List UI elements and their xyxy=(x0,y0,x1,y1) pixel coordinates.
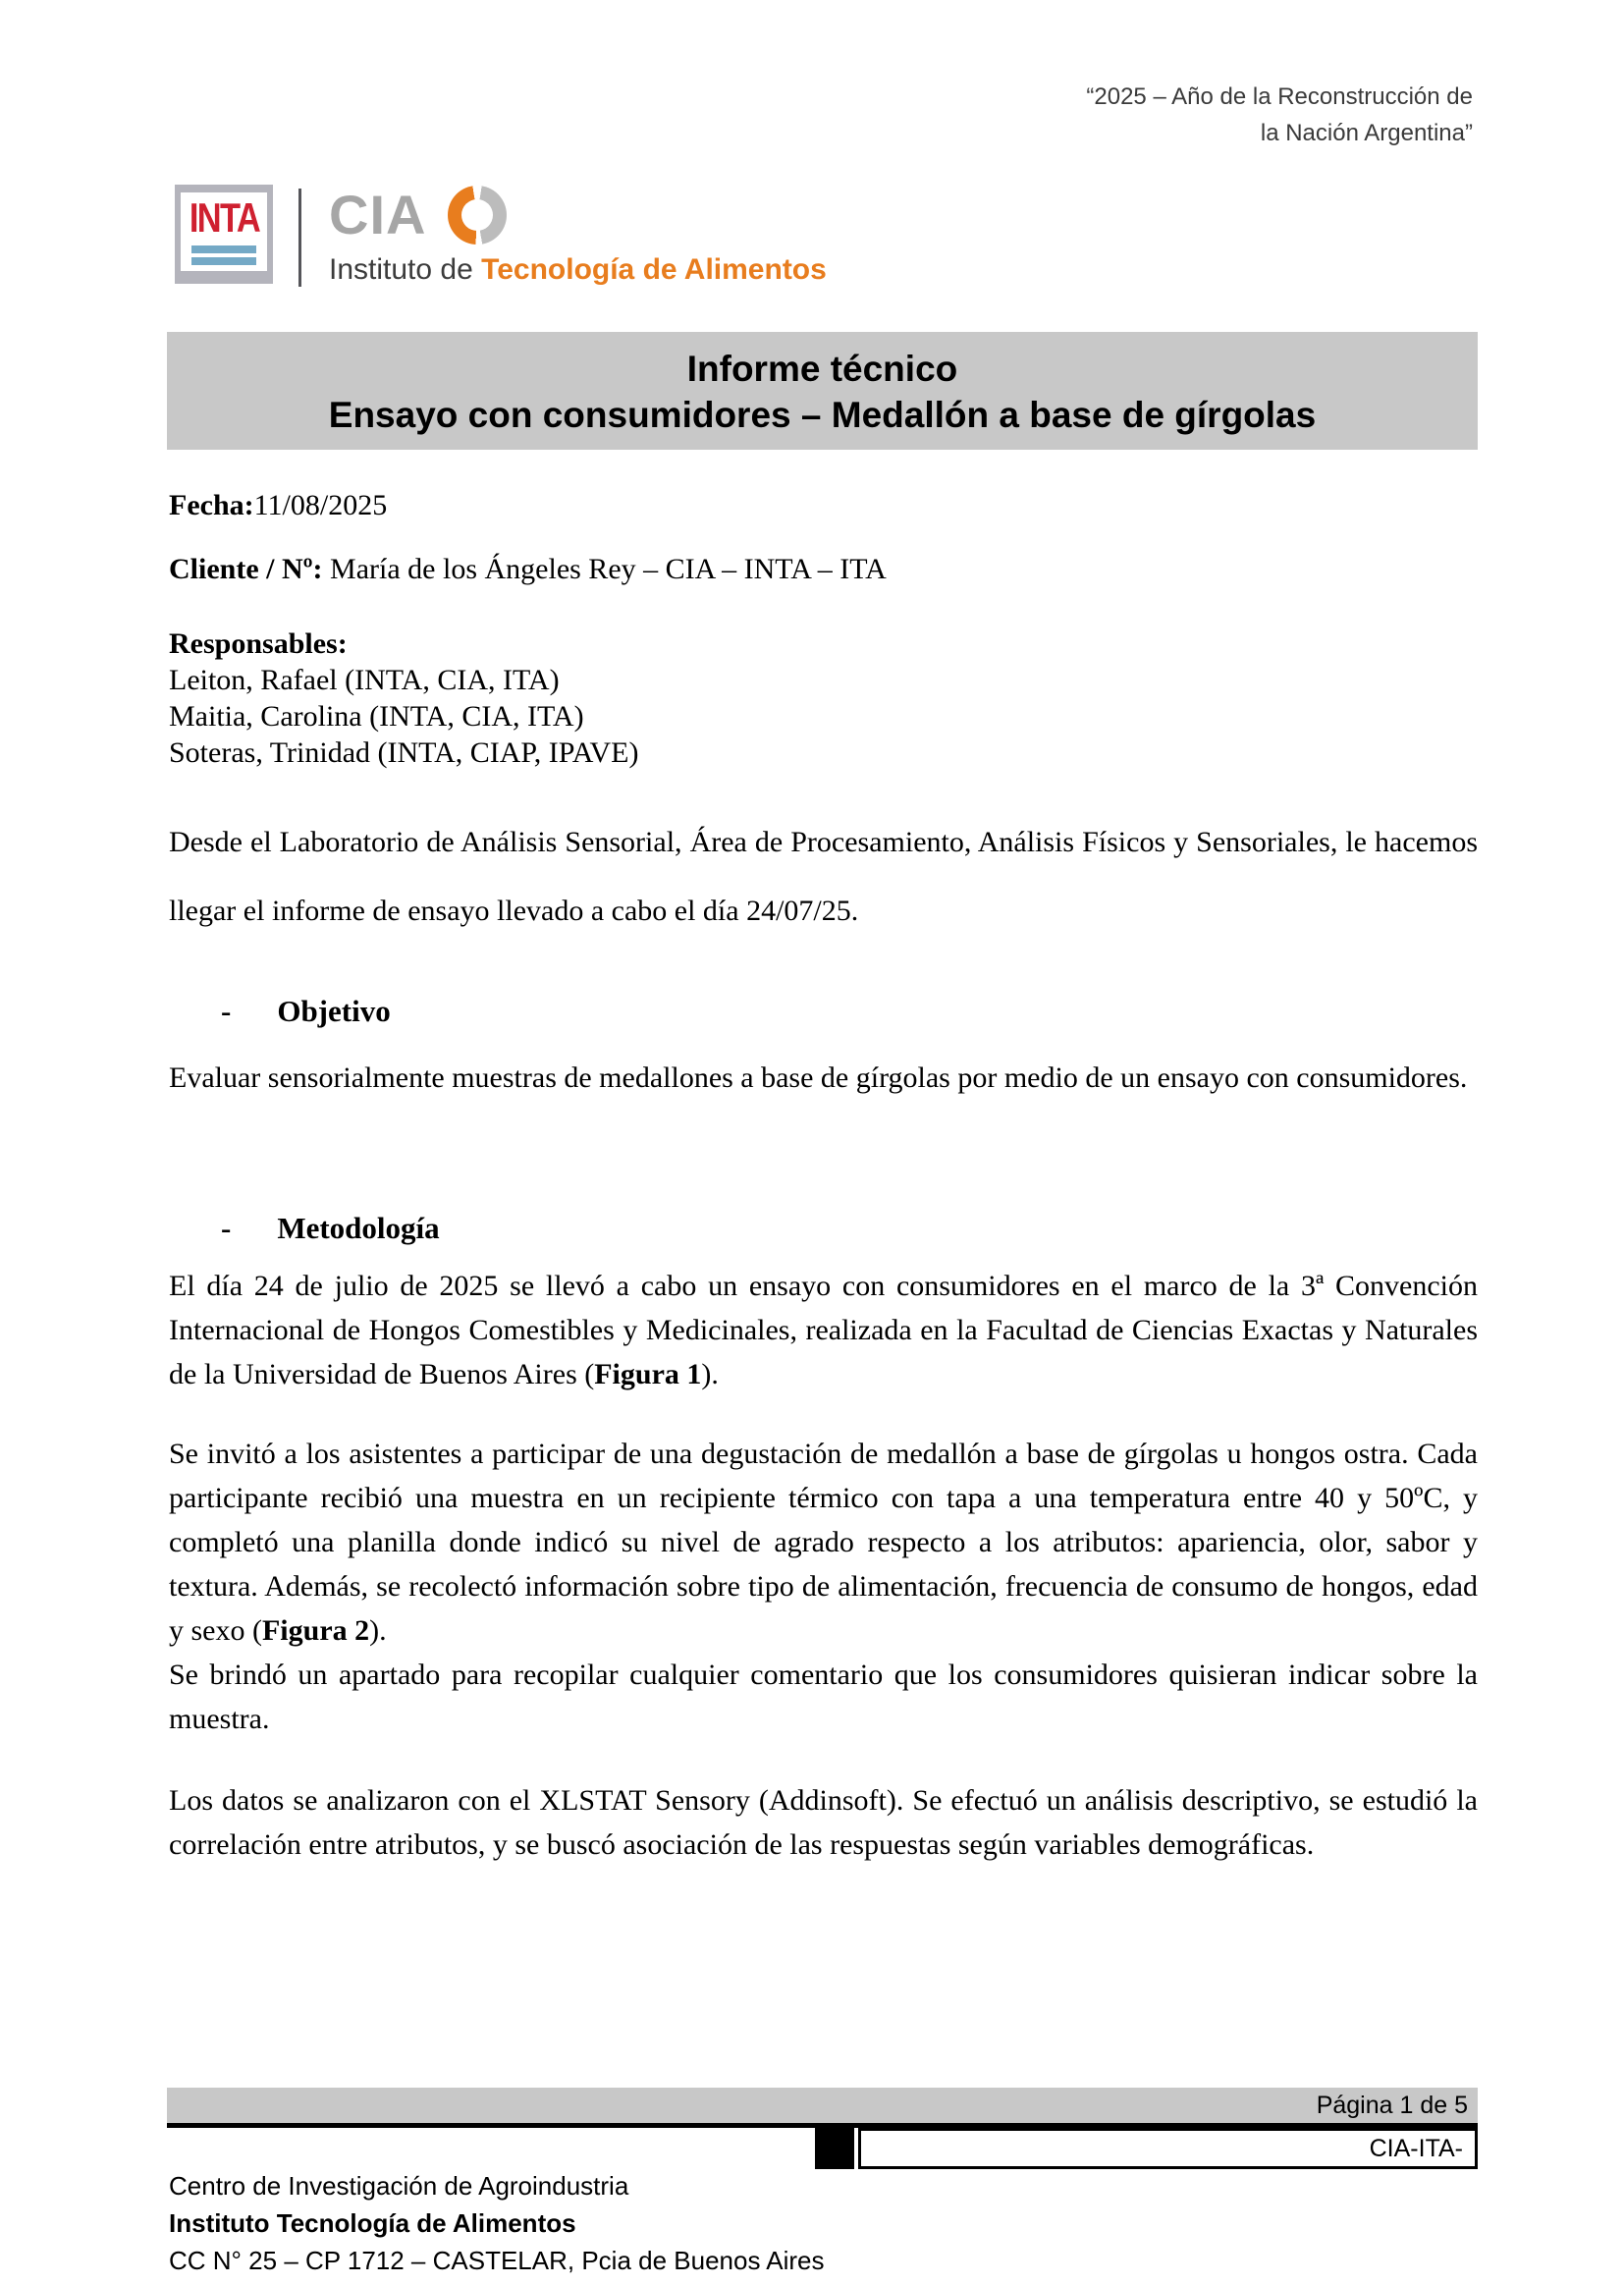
fecha-line xyxy=(169,487,1478,523)
header-quote-line2: la Nación Argentina” xyxy=(1260,120,1473,146)
logo-block xyxy=(175,185,827,287)
doc-code: CIA-ITA- xyxy=(1369,2135,1463,2162)
address-line: CC N° 25 – CP 1712 – CASTELAR, Pcia de Buenos Aires xyxy=(169,2246,825,2275)
heading-dash: - xyxy=(221,994,232,1028)
metodologia-paragraph-1 xyxy=(169,1264,1478,1396)
institute-subtitle-highlight: Tecnología de Alimentos xyxy=(481,253,827,286)
institute-subtitle-prefix: Instituto de xyxy=(329,253,482,286)
objetivo-heading xyxy=(169,993,1478,1030)
metodologia-heading-text: Metodología xyxy=(277,1211,440,1245)
address-line: Centro de Investigación de Agroindustria xyxy=(169,2171,629,2201)
heading-dash: - xyxy=(221,1211,232,1245)
page-indicator: Página 1 de 5 xyxy=(1316,2092,1468,2119)
fecha-label: Fecha: xyxy=(169,489,254,521)
footer-page-bar xyxy=(167,2088,1478,2128)
inta-stripe-bottom xyxy=(191,257,256,265)
responsable-item: Maitia, Carolina (INTA, CIA, ITA) xyxy=(169,700,584,733)
intro-paragraph: Desde el Laboratorio de Análisis Sensorial, Área de Procesamiento, Análisis Físicos y Sensoriales, le hacemos llegar el informe de ensayo llevado a cabo el día 24/07/25. xyxy=(169,826,1478,927)
report-title-line1: Informe técnico xyxy=(686,349,958,389)
metodologia-heading xyxy=(169,1210,1478,1247)
cia-logo-block xyxy=(329,185,827,287)
fecha-value: 11/08/2025 xyxy=(253,489,388,521)
logo-divider xyxy=(298,189,301,287)
cliente-line xyxy=(169,551,1478,587)
inta-logo-text: INTA xyxy=(189,194,259,241)
header-quote-line1: “2025 – Año de la Reconstrucción de xyxy=(1086,83,1473,110)
metodologia-paragraph-3: Se brindó un apartado para recopilar cualquier comentario que los consumidores quisieran indicar sobre la muestra. xyxy=(169,1659,1478,1735)
responsables-block xyxy=(169,626,1478,771)
footer-black-square xyxy=(815,2128,854,2169)
report-title-line2: Ensayo con consumidores – Medallón a base de gírgolas xyxy=(328,395,1317,435)
inta-stripe-top xyxy=(191,245,256,253)
metodologia-paragraph-4: Los datos se analizaron con el XLSTAT Sensory (Addinsoft). Se efectuó un análisis descriptivo, se estudió la correlación entre atributos, y se buscó asociación de las respuestas según variables demográficas. xyxy=(169,1784,1478,1861)
cliente-value: María de los Ángeles Rey – CIA – INTA – ITA xyxy=(330,553,887,585)
cia-logo-text: CIA xyxy=(329,184,427,245)
address-line: Instituto Tecnología de Alimentos xyxy=(169,2208,576,2238)
paragraph-text: Se invitó a los asistentes a participar de una degustación de medallón a base de gírgolas u hongos ostra. Cada participante recibió una muestra en un recipiente térmico con tapa a una temperatura entre 40 y 50ºC, y completó una planilla donde indicó su nivel de agrado respecto a los atributos: apariencia, olor, sabor y textura. Además, se recolectó información sobre tipo de alimentación, frecuencia de consumo de hongos, edad y sexo ( xyxy=(169,1438,1478,1647)
report-title-banner xyxy=(167,332,1478,450)
objetivo-heading-text: Objetivo xyxy=(277,994,391,1028)
paragraph-text: ). xyxy=(369,1614,387,1647)
responsable-item: Soteras, Trinidad (INTA, CIAP, IPAVE) xyxy=(169,736,639,769)
institute-subtitle xyxy=(329,253,827,287)
responsable-item: Leiton, Rafael (INTA, CIA, ITA) xyxy=(169,664,560,696)
metodologia-paragraph-2 xyxy=(169,1432,1478,1653)
paragraph-text: ). xyxy=(701,1358,719,1390)
inta-logo-icon xyxy=(175,185,273,284)
doc-code-box xyxy=(858,2128,1478,2169)
cliente-label: Cliente / Nº: xyxy=(169,553,331,585)
cia-ring-icon xyxy=(448,186,507,245)
footer-address-block xyxy=(169,2167,824,2279)
header-quote xyxy=(1086,79,1473,151)
responsables-label: Responsables: xyxy=(169,627,348,660)
figura-1-reference: Figura 1 xyxy=(594,1358,702,1390)
objetivo-paragraph: Evaluar sensorialmente muestras de medallones a base de gírgolas por medio de un ensayo con consumidores. xyxy=(169,1061,1468,1094)
paragraph-text: El día 24 de julio de 2025 se llevó a cabo un ensayo con consumidores en el marco de la 3ª Convención Internacional de Hongos Comestibles y Medicinales, realizada en la Facultad de Ciencias Exactas y Naturales de la Universidad de Buenos Aires ( xyxy=(169,1270,1478,1390)
figura-2-reference: Figura 2 xyxy=(261,1614,370,1647)
